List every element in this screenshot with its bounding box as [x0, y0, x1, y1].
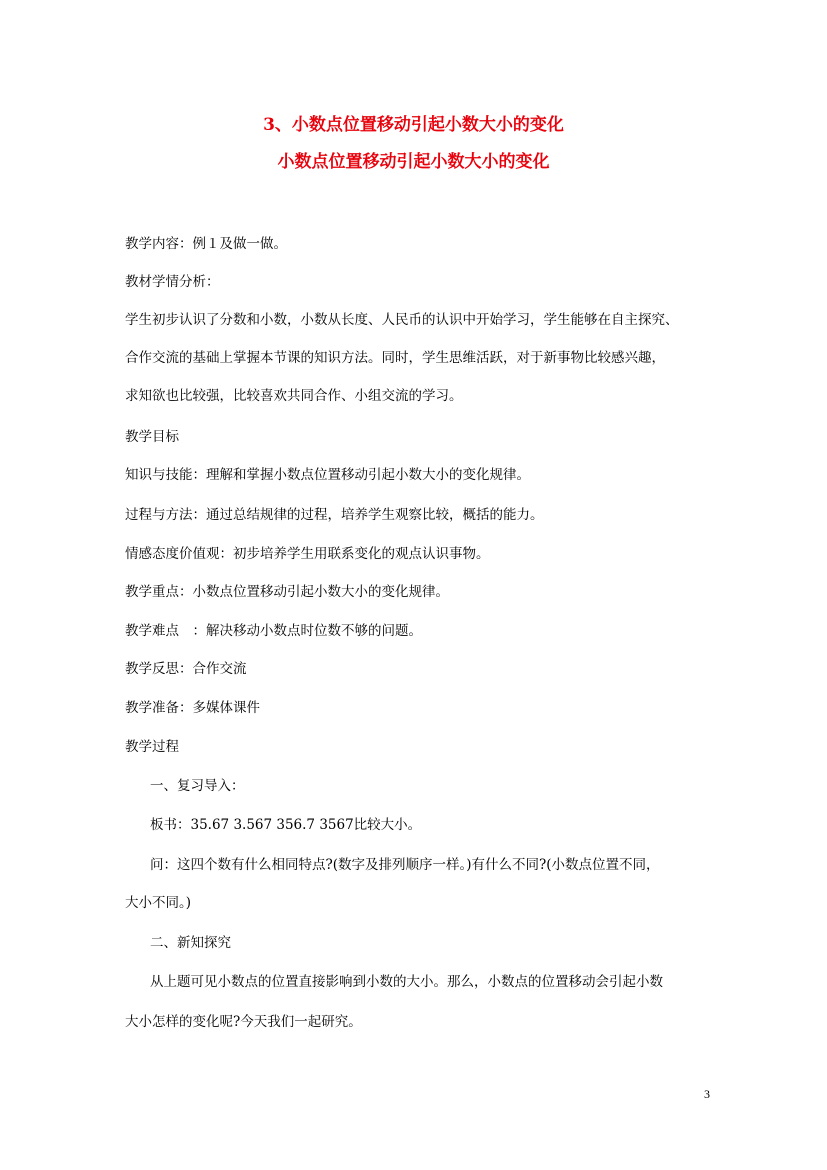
document-title: 3、小数点位置移动引起小数大小的变化	[263, 115, 564, 135]
key-point-line: 教学重点：小数点位置移动引起小数大小的变化规律。	[125, 584, 449, 600]
section-one-heading: 一、复习导入：	[150, 778, 245, 794]
analysis-paragraph-line: 合作交流的基础上掌握本节课的知识方法。同时，学生思维活跃，对于新事物比较感兴趣，	[125, 350, 665, 366]
question-line-cont: 大小不同。)	[125, 895, 192, 911]
teaching-goals-heading: 教学目标	[125, 429, 179, 445]
material-analysis-heading: 教材学情分析：	[125, 274, 220, 290]
analysis-paragraph-line: 求知欲也比较强，比较喜欢共同合作、小组交流的学习。	[125, 388, 463, 404]
goal-knowledge-line: 知识与技能：理解和掌握小数点位置移动引起小数大小的变化规律。	[125, 467, 530, 483]
process-heading: 教学过程	[125, 739, 179, 755]
teaching-content-line: 教学内容：例１及做一做。	[125, 236, 287, 252]
document-subtitle: 小数点位置移动引起小数大小的变化	[277, 152, 550, 172]
preparation-line: 教学准备：多媒体课件	[125, 700, 260, 716]
question-line: 问：这四个数有什么相同特点?(数字及排列顺序一样。)有什么不同?(小数点位置不同，	[150, 857, 660, 873]
goal-emotion-line: 情感态度价值观：初步培养学生用联系变化的观点认识事物。	[125, 546, 490, 562]
section-two-heading: 二、新知探究	[150, 935, 231, 951]
board-line: 板书：35.67 3.567 356.7 3567比较大小。	[150, 817, 422, 833]
reflection-line: 教学反思：合作交流	[125, 661, 247, 677]
page-number: 3	[704, 1087, 710, 1101]
goal-process-line: 过程与方法：通过总结规律的过程，培养学生观察比较，概括的能力。	[125, 507, 544, 523]
exploration-line-cont: 大小怎样的变化呢?今天我们一起研究。	[125, 1014, 362, 1030]
difficulty-line: 教学难点 ：解决移动小数点时位数不够的问题。	[125, 623, 422, 639]
analysis-paragraph-line: 学生初步认识了分数和小数，小数从长度、人民币的认识中开始学习，学生能够在自主探究、	[125, 312, 679, 328]
exploration-line: 从上题可见小数点的位置直接影响到小数的大小。那么，小数点的位置移动会引起小数	[150, 974, 663, 990]
